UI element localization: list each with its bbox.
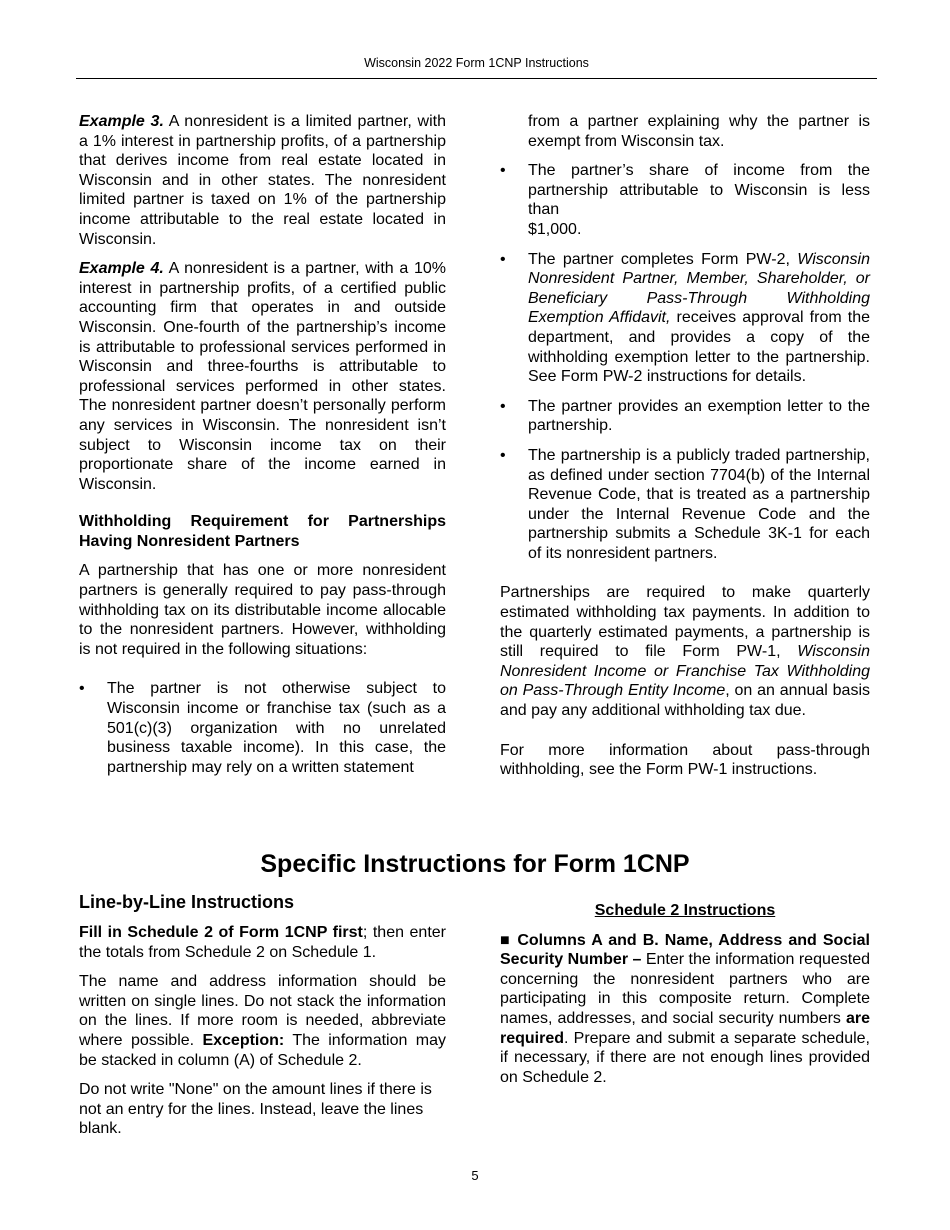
- page-header: [76, 54, 877, 79]
- right-column: [500, 112, 870, 780]
- list-item: [500, 446, 870, 564]
- name-address-paragraph: [79, 972, 446, 1070]
- exemption-list-continued: [500, 161, 870, 563]
- withholding-heading: Withholding Requirement for Partnerships Having Nonresident Partners: [79, 513, 446, 550]
- columns-bold-text: ■ Columns A and B. Name, Address and Social Security Number –: [500, 931, 870, 969]
- line-by-line-heading: Line-by-Line Instructions: [79, 892, 295, 912]
- fill-bold-text: Fill in Schedule 2 of Form 1CNP first: [79, 924, 363, 941]
- exception-text: The information may be stacked in column (A) of Schedule 2.: [79, 1031, 446, 1069]
- page-number: 5: [471, 1168, 479, 1183]
- bullet-1-continuation: from a partner explaining why the partner is exempt from Wisconsin tax.: [528, 113, 870, 150]
- fill-paragraph: [79, 923, 446, 962]
- bullet-1-text: The partner is not otherwise subject to Wisconsin income or franchise tax (such as a 501(c)(3) organization with no unrelated business taxable income). In this case, the partnership may rely on a written statement: [107, 680, 446, 776]
- columns-text: Enter the information requested concerning the nonresident partners who are participating in this composite return. Complete names, addresses, and social security numbers: [500, 951, 871, 1027]
- bullet-3-text-a: The partner completes Form PW-2,: [528, 250, 798, 268]
- more-info-paragraph: For more information about pass-through withholding, see the Form PW-1 instructions.: [500, 741, 870, 779]
- header-title: Wisconsin 2022 Form 1CNP Instructions: [364, 56, 589, 70]
- quarterly-text-b: , on an annual basis and pay any additional withholding tax due.: [500, 682, 871, 720]
- example-3-text: A nonresident is a limited partner, with a 1% interest in partnership profits, of a partnership that derives income from real estate located in Wisconsin and in other states. The nonresident limited partner is taxed on 1% of the partnership income attributable to the real estate located in Wisconsin.: [79, 113, 446, 248]
- bullet-5-text: The partnership is a publicly traded partnership, as defined under section 7704(b) of the Internal Revenue Code, that is treated as a partnership under the Internal Revenue Code and the partnership submits a Schedule 3K-1 for each of its nonresident partners.: [528, 446, 870, 562]
- bullet-2-text: The partner’s share of income from the partnership attributable to Wisconsin is less than: [528, 162, 870, 219]
- left-column: [79, 112, 446, 777]
- exception-label: Exception:: [202, 1031, 285, 1049]
- example-3-paragraph: [79, 112, 446, 249]
- columns-text-2: . Prepare and submit a separate schedule, if necessary, if there are not enough lines provided on Schedule 2.: [500, 1029, 870, 1086]
- bullet-4-text: The partner provides an exemption letter to the partnership.: [528, 397, 870, 435]
- none-paragraph: Do not write "None" on the amount lines if there is not an entry for the lines. Instead, leave the lines blank.: [79, 1081, 432, 1138]
- example-4-label: Example 4.: [79, 260, 164, 278]
- list-item: [79, 679, 446, 777]
- quarterly-text-a: Partnerships are required to make quarterly estimated withholding tax payments. In addition to the quarterly estimated payments, a partnership is still required to file Form PW-1,: [500, 584, 870, 661]
- bullet-3-form-title: Wisconsin Nonresident Partner, Member, Shareholder, or Beneficiary Pass-Through Withholding Exemption Affidavit,: [528, 250, 870, 327]
- bullet-3-text-b: receives approval from the department, and provides a copy of the withholding exemption letter to the partnership. See Form PW-2 instructions for details.: [528, 309, 870, 386]
- quarterly-paragraph: [500, 583, 870, 720]
- columns-paragraph: [500, 931, 870, 1088]
- example-3-label: Example 3.: [79, 113, 164, 130]
- list-item: [500, 397, 870, 436]
- withholding-paragraph: A partnership that has one or more nonresident partners is generally required to pay pass-through withholding tax on its distributable income allocable to the nonresident partners. However, withholding is not required in the following situations:: [79, 562, 446, 658]
- are-required-text: are required: [500, 1009, 870, 1047]
- name-address-text: The name and address information should be written on single lines. Do not stack the information on the lines. If more room is needed, abbreviate where possible.: [79, 973, 446, 1049]
- section-title: Specific Instructions for Form 1CNP: [260, 850, 690, 878]
- example-4-paragraph: [79, 259, 446, 494]
- exemption-list: [79, 679, 446, 777]
- fill-rest-text: ; then enter the totals from Schedule 2 on Schedule 1.: [79, 924, 446, 961]
- lower-left-column: [79, 891, 446, 1139]
- schedule-2-heading: Schedule 2 Instructions: [594, 902, 776, 919]
- quarterly-form-title: Wisconsin Nonresident Income or Franchise Tax Withholding on Pass-Through Entity Income: [500, 643, 870, 700]
- list-item: [500, 250, 870, 387]
- list-item: [500, 161, 870, 239]
- lower-right-column: [500, 901, 870, 1087]
- bullet-2-amount: $1,000.: [528, 220, 582, 238]
- example-4-text: A nonresident is a partner, with a 10% interest in partnership profits, of a certified public accounting firm that operates in and outside Wisconsin. One-fourth of the partnership’s income is attributable to professional services performed in Wisconsin and three-fourths is attributable to professional services performed in other states. The nonresident partner doesn’t personally perform any services in Wisconsin. The nonresident isn’t subject to Wisconsin income tax on their proportionate share of the income earned in Wisconsin.: [79, 260, 447, 493]
